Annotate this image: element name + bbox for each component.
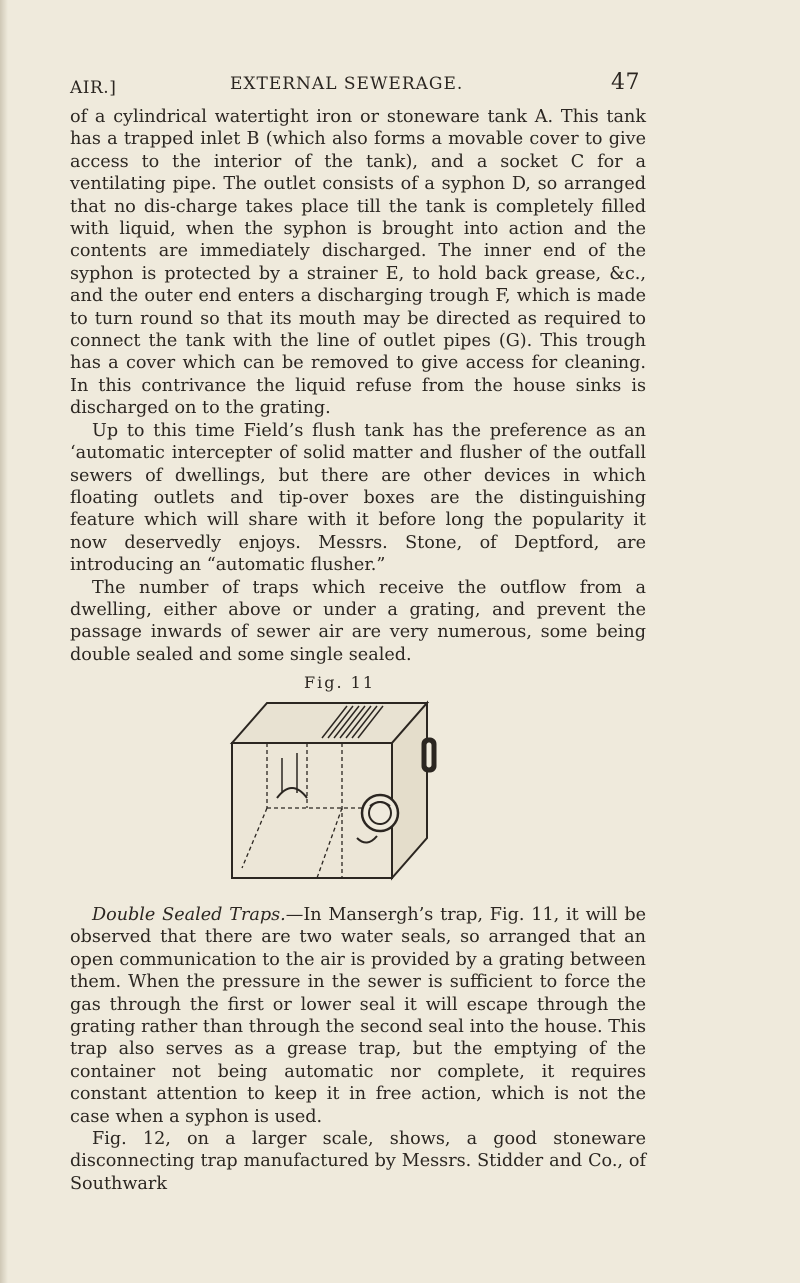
mansergh-trap-illustration (222, 698, 442, 888)
section-heading: Double Sealed Traps. (92, 905, 286, 925)
page-number: 47 (611, 70, 640, 95)
paragraph: Fig. 12, on a larger scale, shows, a good stoneware disconnecting trap manufactured by Messrs. Stidder and Co., of Southwark (70, 1129, 646, 1194)
running-head-title: EXTERNAL SEWERAGE. (230, 74, 464, 94)
page-header (70, 70, 640, 104)
body-text-bottom (70, 904, 646, 1195)
paragraph-text: —In Mansergh’s trap, Fig. 11, it will be observed that there are two water seals, so arranged that an open communication to the air is provided by a grating between them. When the pressure in the sewer is sufficient to force the gas through the first or lower seal it will escape through the grating rather than through the second seal into the house. This trap also serves as a grease trap, but the emptying of the container not being automatic nor complete, it requires constant attention to keep it in free action, which is not the case when a syphon is used. (70, 905, 646, 1127)
paragraph (70, 904, 646, 1128)
figure-label: Fig. 11 (304, 673, 375, 692)
paragraph: Up to this time Field’s flush tank has the preference as an ‘automatic intercepter of solid matter and flusher of the outfall sewers of dwellings, but there are other devices in which floating outlets and tip-over boxes are the distinguishing feature which will share with it before long the popularity it now deservedly enjoys. Messrs. Stone, of Deptford, are introducing an “automatic flusher.” (70, 420, 646, 576)
paragraph: of a cylindrical watertight iron or stoneware tank A. This tank has a trapped inlet B (which also forms a movable cover to give access to the interior of the tank), and a socket C for a ventilating pipe. The outlet consists of a syphon D, so arranged that no dis-charge takes place till the tank is completely filled with liquid, when the syphon is brought into action and the contents are immediately discharged. The inner end of the syphon is protected by a strainer E, to hold back grease, &c., and the outer end enters a discharging trough F, which is made to turn round so that its mouth may be directed as required to connect the tank with the line of outlet pipes (G). This trough has a cover which can be removed to give access for cleaning. In this contrivance the liquid refuse from the house sinks is discharged on to the grating. (70, 107, 646, 419)
page-edge (0, 0, 8, 1283)
running-head-left: AIR.] (70, 78, 117, 98)
paragraph: The number of traps which receive the outflow from a dwelling, either above or under a grating, and prevent the passage inwards of sewer air are very numerous, some being double sealed and some single sealed. (70, 577, 646, 665)
body-text-top (70, 106, 646, 666)
